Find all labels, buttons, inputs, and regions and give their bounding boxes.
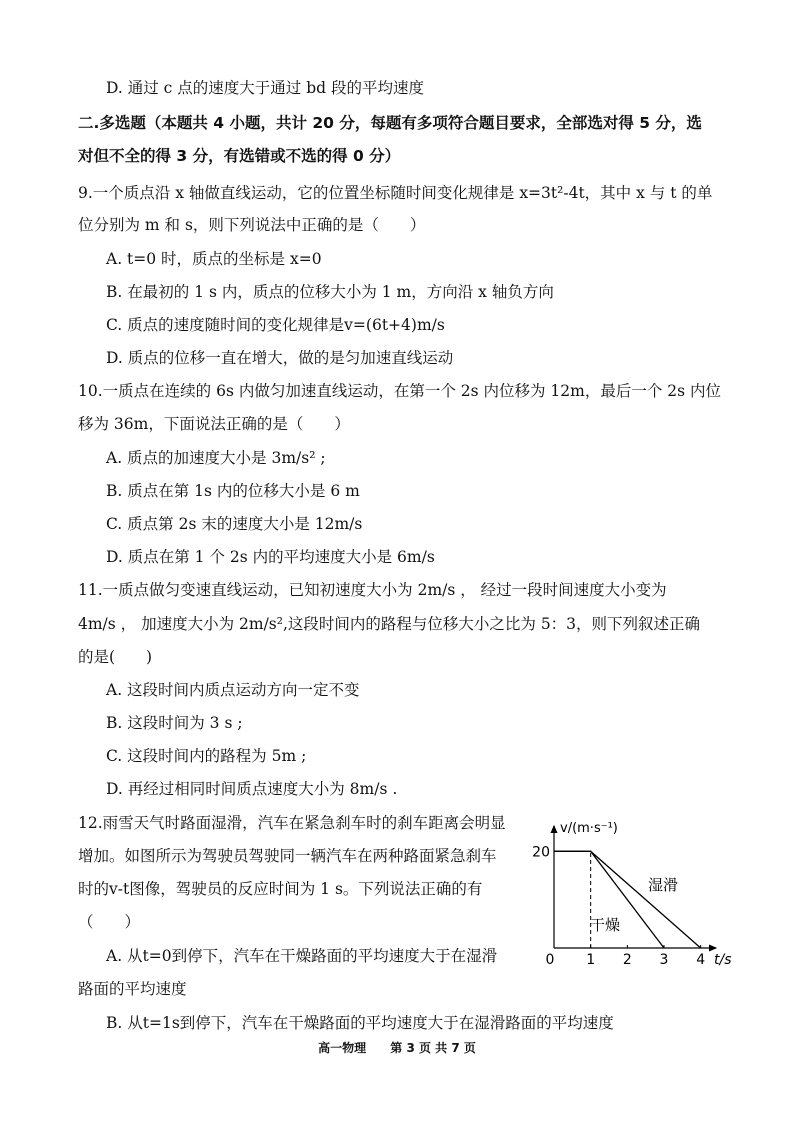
text-line-l23: 12.雨雪天气时路面湿滑，汽车在紧急刹车时的刹车距离会明显 <box>78 814 506 832</box>
text-line-l8: C. 质点的速度随时间的变化规律是v=(6t+4)m/s <box>106 316 445 334</box>
text-line-l9: D. 质点的位移一直在增大，做的是匀加速直线运动 <box>106 349 454 367</box>
y-axis-label: v/(m·s⁻¹) <box>560 821 618 836</box>
x-tick-label-4: 4 <box>696 952 706 968</box>
text-line-l28: 路面的平均速度 <box>78 980 187 998</box>
text-line-l18: 的是( ) <box>78 648 153 666</box>
x-axis-label: t/s <box>714 952 732 968</box>
text-line-l15: D. 质点在第 1 个 2s 内的平均速度大小是 6m/s <box>106 548 435 566</box>
text-line-l13: B. 质点在第 1s 内的位移大小是 6 m <box>106 482 360 500</box>
text-line-l10: 10.一质点在连续的 6s 内做匀加速直线运动，在第一个 2s 内位移为 12m，最后一个 2s 内位 <box>78 382 722 400</box>
footer-page-number: 第 3 页 共 7 页 <box>390 1041 476 1055</box>
text-line-l16: 11.一质点做匀变速直线运动，已知初速度大小为 2m/s ， 经过一段时间速度大小变为 <box>78 581 667 599</box>
text-line-l12: A. 质点的加速度大小是 3m/s² ; <box>106 449 326 467</box>
text-line-l7: B. 在最初的 1 s 内，质点的位移大小为 1 m，方向沿 x 轴负方向 <box>106 283 554 301</box>
text-line-l4: 9.一个质点沿 x 轴做直线运动，它的位置坐标随时间变化规律是 x=3t²-4t，其中 x 与 t 的单 <box>78 184 713 202</box>
text-line-l11: 移为 36m，下面说法正确的是（ ） <box>78 415 350 433</box>
text-line-l19: A. 这段时间内质点运动方向一定不变 <box>106 681 360 699</box>
text-line-l17: 4m/s ， 加速度大小为 2m/s²,这段时间内的路程与位移大小之比为 5：3，则下列叙述正确 <box>78 615 701 633</box>
text-line-l25: 时的v-t图像，驾驶员的反应时间为 1 s。下列说法正确的有 <box>78 880 483 898</box>
vt-graph <box>528 818 738 970</box>
text-line-l27: A. 从t=0到停下，汽车在干燥路面的平均速度大于在湿滑 <box>106 947 498 965</box>
page-footer <box>0 1039 794 1056</box>
text-line-l6: A. t=0 时，质点的坐标是 x=0 <box>106 250 322 268</box>
y-tick-label-0: 20 <box>532 844 550 861</box>
x-tick-label-1: 1 <box>586 952 596 968</box>
footer-subject: 高一物理 <box>318 1041 367 1055</box>
x-tick-label-2: 2 <box>622 952 632 968</box>
text-line-l24: 增加。如图所示为驾驶员驾驶同一辆汽车在两种路面紧急刹车 <box>78 847 497 865</box>
text-line-l26: （ ） <box>78 913 141 931</box>
text-line-l5: 位分别为 m 和 s，则下列说法中正确的是（ ） <box>78 216 426 234</box>
text-line-l29: B. 从t=1s到停下，汽车在干燥路面的平均速度大于在湿滑路面的平均速度 <box>106 1014 614 1032</box>
text-line-l21: C. 这段时间内的路程为 5m ; <box>106 747 307 765</box>
series-label-dry: 干燥 <box>590 916 621 934</box>
text-line-l1: D. 通过 c 点的速度大于通过 bd 段的平均速度 <box>106 79 424 97</box>
text-line-l14: C. 质点第 2s 末的速度大小是 12m/s <box>106 515 363 533</box>
x-tick-label-0: 0 <box>545 952 555 968</box>
text-line-l2: 二.多选题（本题共 4 小题，共计 20 分，每题有多项符合题目要求，全部选对得 5 分，选 <box>78 114 702 132</box>
text-line-l20: B. 这段时间为 3 s ; <box>106 714 243 732</box>
text-line-l3: 对但不全的得 3 分，有选错或不选的得 0 分） <box>78 147 401 165</box>
series-label-wet: 湿滑 <box>648 876 679 894</box>
x-tick-label-3: 3 <box>659 952 669 968</box>
text-line-l22: D. 再经过相同时间质点速度大小为 8m/s . <box>106 780 398 798</box>
